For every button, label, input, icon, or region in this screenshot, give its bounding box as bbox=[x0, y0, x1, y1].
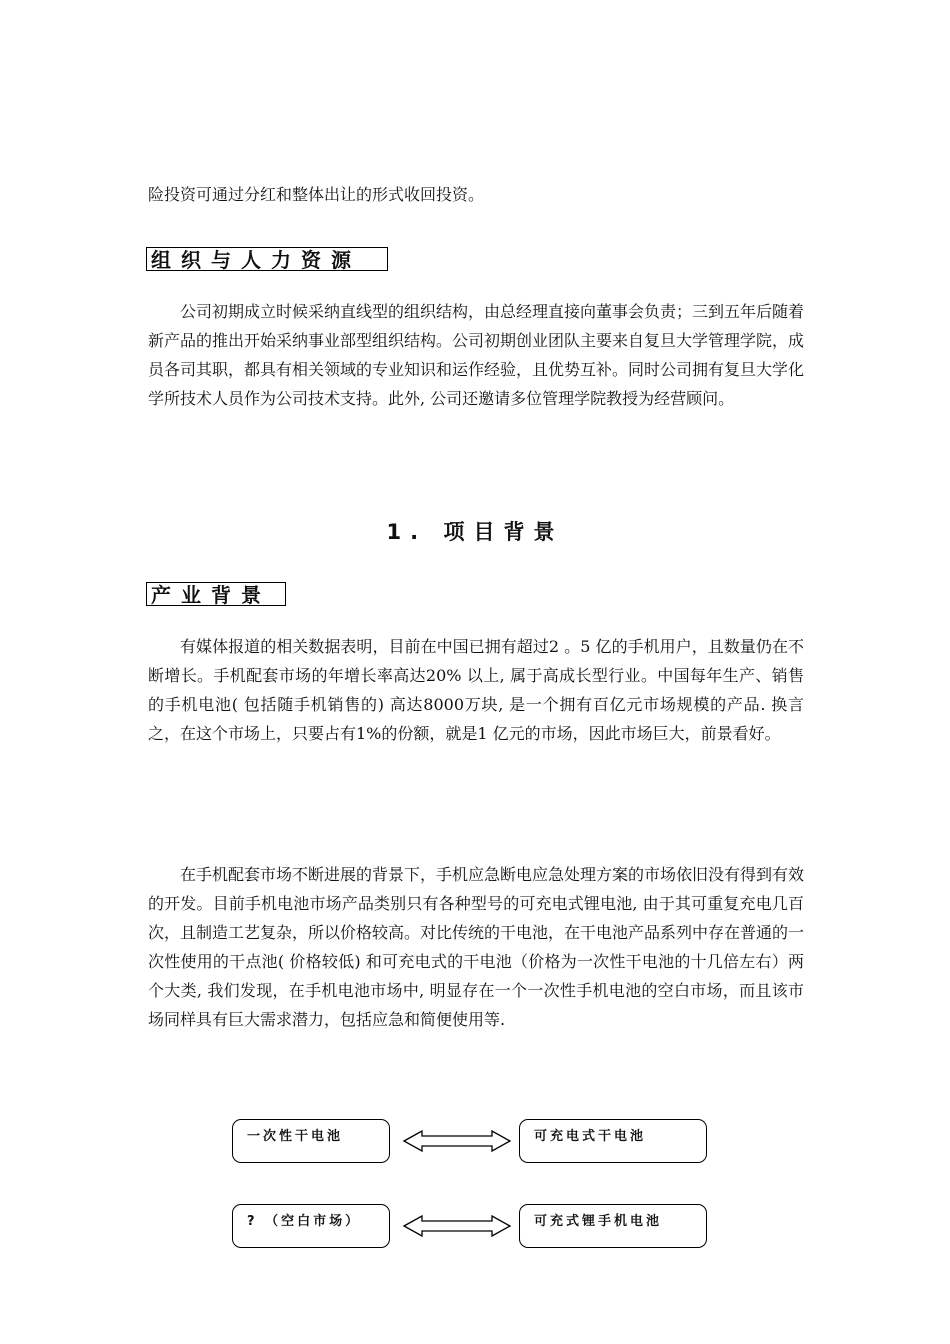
heading-industry-background: 产业背景 bbox=[146, 582, 286, 606]
heading-organization: 组织与人力资源 bbox=[146, 247, 388, 271]
diagram-box-rechargeable-dry-battery: 可充电式干电池 bbox=[519, 1119, 707, 1163]
diagram-box-rechargeable-lithium-battery: 可充式锂手机电池 bbox=[519, 1204, 707, 1248]
double-arrow-icon bbox=[402, 1214, 512, 1238]
heading-project-background: 1. 项目背景 bbox=[386, 520, 564, 544]
paragraph-investment-exit: 险投资可通过分红和整体出让的形式收回投资。 bbox=[148, 185, 485, 204]
diagram-box-disposable-dry-battery: 一次性干电池 bbox=[232, 1119, 390, 1163]
double-arrow-icon bbox=[402, 1129, 512, 1153]
paragraph-organization: 公司初期成立时候采纳直线型的组织结构，由总经理直接向董事会负责；三到五年后随着新产品的推出开始采纳事业部型组织结构。公司初期创业团队主要来自复旦大学管理学院，成员各司其职，都具有相关领域的专业知识和运作经验，且优势互补。同时公司拥有复旦大学化学所技术人员作为公司技术支持。此外, 公司还邀请多位管理学院教授为经营顾问。 bbox=[148, 302, 805, 408]
diagram-box-blank-market: ? （空白市场） bbox=[232, 1204, 390, 1248]
paragraph-market-gap: 在手机配套市场不断进展的背景下，手机应急断电应急处理方案的市场依旧没有得到有效的开发。目前手机电池市场产品类别只有各种型号的可充电式锂电池, 由于其可重复充电几百次，且制造工艺复杂，所以价格较高。对比传统的干电池，在干电池产品系列中存在普通的一次性使用的干点池( 价格较低) 和可充电式的干电池（价格为一次性干电池的十几倍左右）两个大类, 我们发现，在手机电池市场中, 明显存在一个一次性手机电池的空白市场，而且该市场同样具有巨大需求潜力，包括应急和简便使用等. bbox=[148, 865, 805, 1029]
paragraph-market-data: 有媒体报道的相关数据表明，目前在中国已拥有超过2 。5 亿的手机用户，且数量仍在不断增长。手机配套市场的年增长率高达20% 以上, 属于高成长型行业。中国每年生产、销售的手机电池( 包括随手机销售的) 高达8000万块, 是一个拥有百亿元市场规模的产品. 换言之，在这个市场上，只要占有1%的份额，就是1 亿元的市场，因此市场巨大，前景看好。 bbox=[148, 637, 804, 743]
